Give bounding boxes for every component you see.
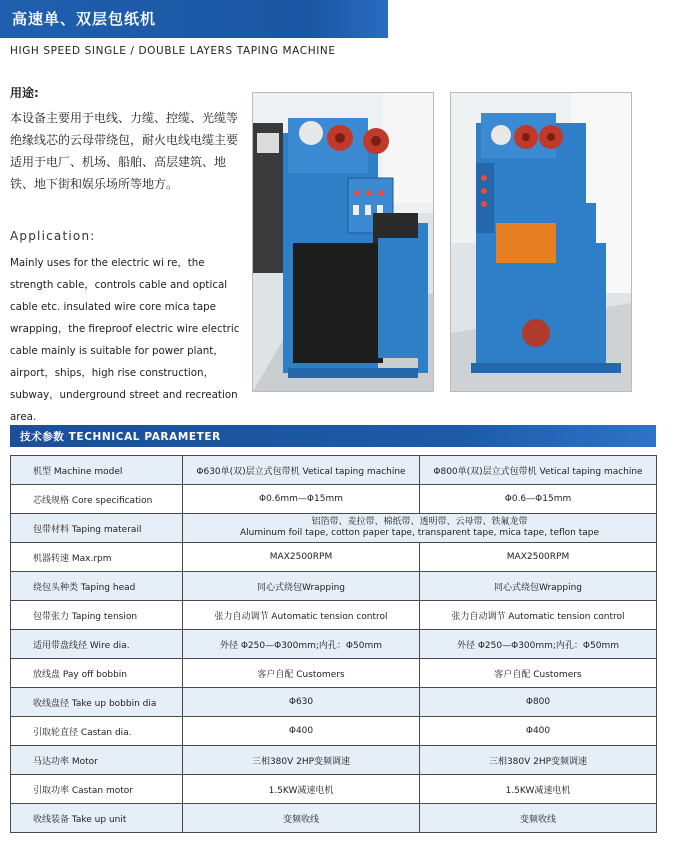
technical-parameter-title: 技术参数 TECHNICAL PARAMETER [20, 431, 221, 443]
param-label: 引取轮直径 Castan dia. [11, 717, 183, 746]
param-label: 绕包头种类 Taping head [11, 572, 183, 601]
taping-machine-photo-front-icon [253, 93, 433, 391]
param-value-630: 同心式绕包Wrapping [183, 572, 420, 601]
param-value-630: 三相380V 2HP变频调速 [183, 746, 420, 775]
param-label: 收线盘径 Take up bobbin dia [11, 688, 183, 717]
param-value-800: 三相380V 2HP变频调速 [420, 746, 657, 775]
table-row [11, 804, 657, 833]
usage-label-cn: 用途: [10, 86, 39, 100]
table-row [11, 485, 657, 514]
param-label: 芯线规格 Core specification [11, 485, 183, 514]
param-value-800: 张力自动调节 Automatic tension control [420, 601, 657, 630]
technical-parameter-banner [10, 425, 656, 447]
param-value-800: MAX2500RPM [420, 543, 657, 572]
param-value-800: 1.5KW减速电机 [420, 775, 657, 804]
param-value-630: 外径 Φ250—Φ300mm;内孔：Φ50mm [183, 630, 420, 659]
param-label: 引取功率 Castan motor [11, 775, 183, 804]
taping-machine-photo-side-icon [451, 93, 631, 391]
param-label: 包带材料 Taping materail [11, 514, 183, 543]
taping-material-en: Aluminum foil tape, cotton paper tape, transparent tape, mica tape, teflon tape [239, 528, 600, 538]
table-row [11, 630, 657, 659]
param-label: 适用带盘线径 Wire dia. [11, 630, 183, 659]
param-label: 机器转速 Max.rpm [11, 543, 183, 572]
table-row [11, 572, 657, 601]
param-value-800: Φ0.6—Φ15mm [420, 485, 657, 514]
page-subtitle: HIGH SPEED SINGLE / DOUBLE LAYERS TAPING MACHINE [10, 45, 336, 57]
taping-material-cn: 铝箔带、麦拉带、棉纸带、透明带、云母带、铁氟龙带 [311, 517, 528, 527]
table-row [11, 659, 657, 688]
param-value-630: MAX2500RPM [183, 543, 420, 572]
technical-parameter-table [10, 455, 657, 833]
application-label: Application: [10, 229, 96, 243]
application-description: Mainly uses for the electric wi re，the strength cable，controls cable and optical cable etc. insulated wire core mica tape wrapping，the fireproof electric wire electric cable mainly is suitable for power plant，airport，ships，high rise construction，subway，underground street and recreation area. [10, 257, 240, 423]
param-value-800: Φ400 [420, 717, 657, 746]
param-value-630: Φ0.6mm—Φ15mm [183, 485, 420, 514]
param-value-800: Φ800 [420, 688, 657, 717]
usage-description-cn: 本设备主要用于电线、力缆、控缆、光缆等绝缘线芯的云母带绕包，耐火电线电缆主要适用于电厂、机场、船舶、高层建筑、地铁、地下街和娱乐场所等地方。 [10, 111, 239, 191]
param-value-630: Φ400 [183, 717, 420, 746]
param-label: 收线装备 Take up unit [11, 804, 183, 833]
param-label: 马达功率 Motor [11, 746, 183, 775]
machine-photo-front [252, 92, 434, 392]
param-value-630: Φ630 [183, 688, 420, 717]
param-value-800: 外径 Φ250—Φ300mm;内孔：Φ50mm [420, 630, 657, 659]
table-row [11, 775, 657, 804]
param-value-800: 变频收线 [420, 804, 657, 833]
param-label: 包带张力 Taping tension [11, 601, 183, 630]
table-row [11, 601, 657, 630]
param-label: 放线盘 Pay off bobbin [11, 659, 183, 688]
title-banner [0, 0, 388, 38]
page-title: 高速单、双层包纸机 [12, 10, 157, 28]
param-value-630: 变频收线 [183, 804, 420, 833]
table-row [11, 746, 657, 775]
table-row [11, 456, 657, 485]
table-row [11, 717, 657, 746]
table-row [11, 688, 657, 717]
param-label: 机型 Machine model [11, 456, 183, 485]
param-value-630: 张力自动调节 Automatic tension control [183, 601, 420, 630]
table-row [11, 514, 657, 543]
param-value-merged [183, 514, 657, 543]
table-row [11, 543, 657, 572]
param-value-800: Φ800单(双)层立式包带机 Vetical taping machine [420, 456, 657, 485]
param-value-630: 1.5KW减速电机 [183, 775, 420, 804]
param-value-800: 客户自配 Customers [420, 659, 657, 688]
param-value-630: 客户自配 Customers [183, 659, 420, 688]
machine-photo-side [450, 92, 632, 392]
param-value-630: Φ630单(双)层立式包带机 Vetical taping machine [183, 456, 420, 485]
param-value-800: 同心式绕包Wrapping [420, 572, 657, 601]
